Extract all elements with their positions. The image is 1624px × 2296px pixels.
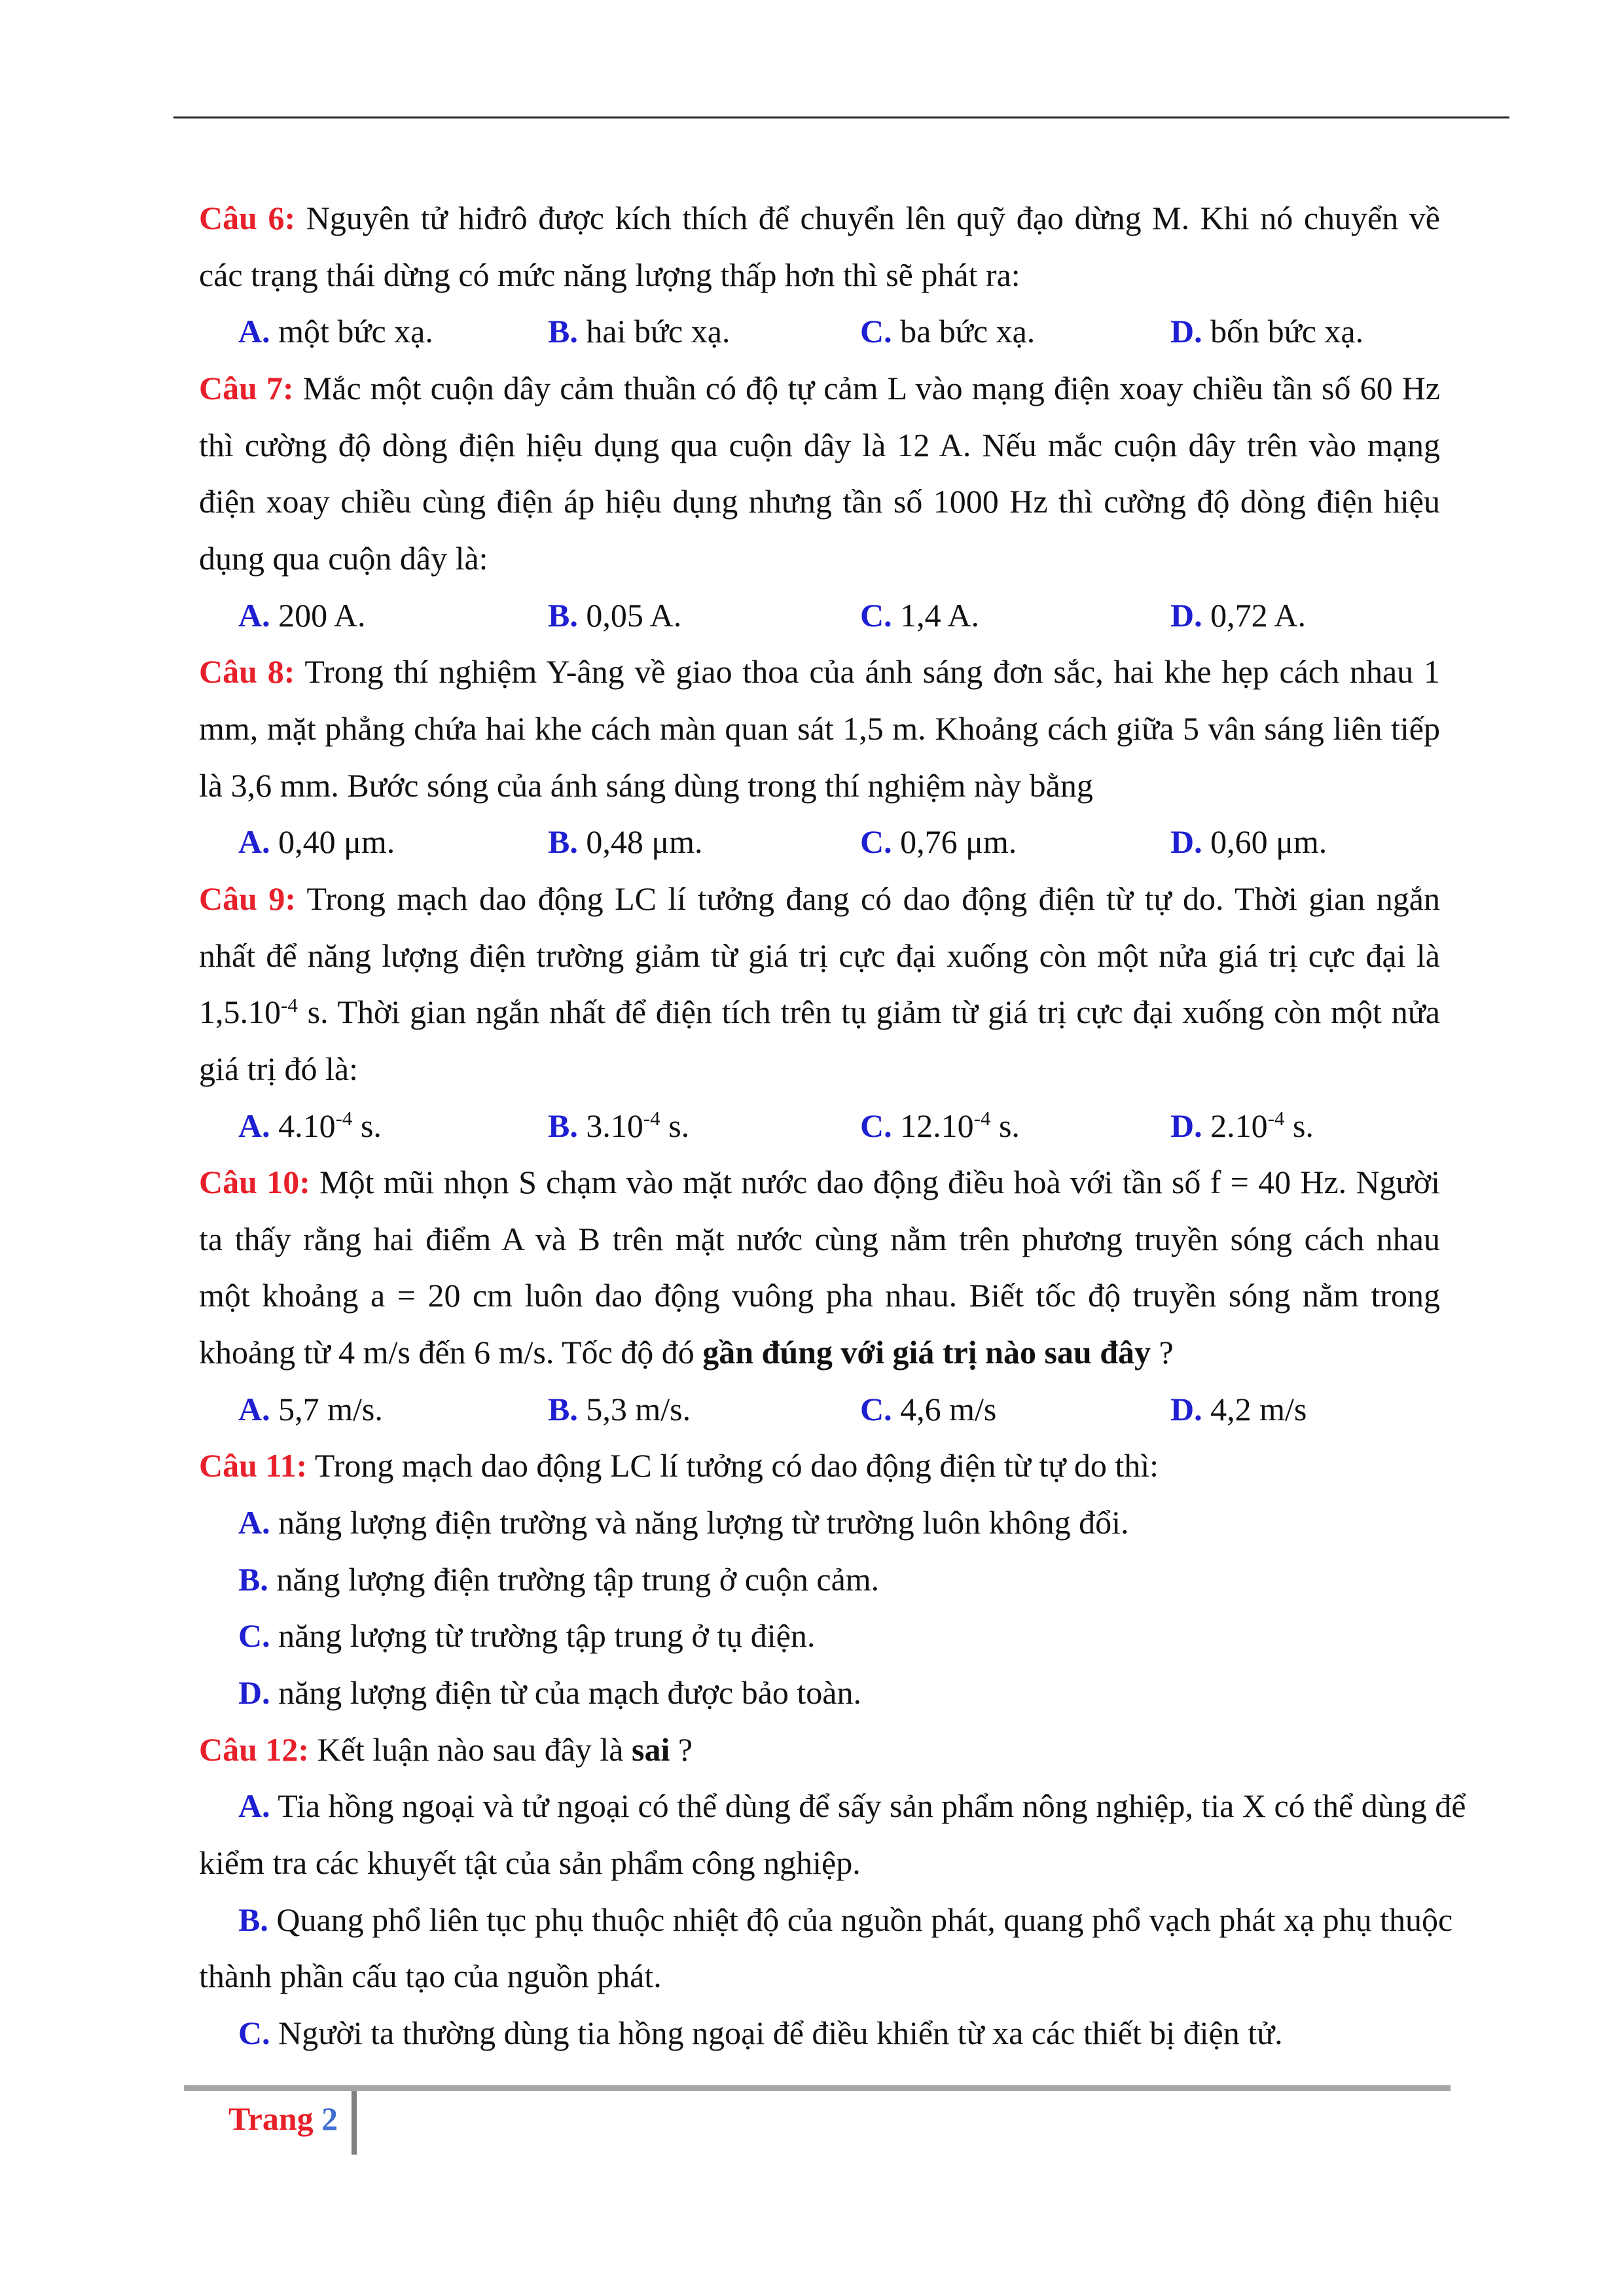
emphasis-text: gần đúng với giá trị nào sau đây [702,1334,1151,1371]
footer-divider [352,2091,357,2155]
question-text: Kết luận nào sau đây là [317,1731,632,1768]
superscript: -4 [643,1107,660,1130]
question-6-line [199,190,1440,247]
option-text: kiểm tra các khuyết tật của sản phẩm công nghiệp. [199,1844,861,1882]
page-number-value: 2 [321,2100,338,2137]
option-text: năng lượng điện trường và năng lượng từ trường luôn không đổi. [278,1504,1129,1541]
question-label: Câu 7: [199,369,294,406]
option-text: năng lượng từ trường tập trung ở tụ điện. [278,1617,816,1655]
question-list [199,190,1466,2062]
question-6-options [199,303,1440,360]
question-text: giá trị đó là: [199,1050,358,1087]
option-letter: D. [238,1674,270,1712]
question-text: khoảng từ 4 m/s đến 6 m/s. Tốc độ đó [199,1334,703,1371]
question-text: Trong mạch dao động LC lí tưởng có dao động điện từ tự do thì: [314,1447,1159,1484]
question-text: nhất để năng lượng điện trường giảm từ giá trị cực đại xuống còn một nửa giá trị cực đại là [199,937,1440,974]
option-text: 2.10 [1210,1107,1268,1144]
option-text: 3.10 [586,1107,643,1144]
option-text: 5,7 m/s. [278,1390,383,1427]
superscript: -4 [281,994,298,1017]
question-label: Câu 11: [199,1447,308,1484]
question-10-line [199,1324,1440,1381]
option-text: 4,6 m/s [900,1390,997,1427]
question-7-line [199,530,1440,587]
option-text: ba bức xạ. [900,313,1036,350]
option-text: hai bức xạ. [586,313,731,350]
option-b [548,303,730,360]
superscript: -4 [973,1107,991,1130]
question-9-line [199,927,1440,984]
option-c [860,1381,996,1438]
question-text: là 3,6 mm. Bước sóng của ánh sáng dùng trong thí nghiệm này bằng [199,766,1093,804]
question-label: Câu 9: [199,880,296,917]
option-b [548,1381,691,1438]
question-label: Câu 6: [199,200,296,236]
option-text: năng lượng điện trường tập trung ở cuộn cảm. [276,1560,880,1598]
option-d [1170,303,1363,360]
option-a [199,1494,1440,1551]
option-letter: C. [238,2015,270,2051]
option-text: Người ta thường dùng tia hồng ngoại để điều khiển từ xa các thiết bị điện tử. [278,2015,1283,2051]
question-8-line [199,643,1440,700]
option-d [1170,1381,1307,1438]
question-8-line [199,757,1440,814]
question-10-options [199,1381,1440,1438]
option-letter: B. [548,313,578,350]
option-text: s. [1284,1107,1314,1144]
option-text: 4,2 m/s [1210,1390,1307,1427]
option-c [860,1098,1020,1155]
option-text: một bức xạ. [278,313,433,350]
option-text: Quang phổ liên tục phụ thuộc nhiệt độ của nguồn phát, quang phổ vạch phát xạ phụ thuộc [276,1901,1453,1938]
option-d [199,1664,1440,1721]
page-number [228,2098,338,2140]
option-c [860,587,979,644]
question-10-line [199,1267,1440,1324]
option-text: 1,4 A. [900,596,979,634]
option-text: thành phần cấu tạo của nguồn phát. [199,1958,662,1995]
question-12-line [199,1721,1440,1778]
option-text: 5,3 m/s. [586,1390,691,1427]
question-text: 1,5.10 [199,994,281,1031]
option-text: Tia hồng ngoại và tử ngoại có thể dùng để sấy sản phẩm nông nghiệp, tia X có thể dùng để [278,1787,1466,1825]
question-10-line [199,1211,1440,1268]
option-c [199,2005,1440,2062]
option-letter: A. [238,596,270,634]
question-9-line [199,1041,1440,1098]
option-a [238,1098,382,1155]
question-text: Trong mạch dao động LC lí tưởng đang có dao động điện từ tự do. Thời gian ngắn [306,880,1440,917]
option-a [238,814,395,870]
option-letter: D. [1170,596,1202,634]
question-7-options [199,587,1440,644]
option-text: s. [352,1107,382,1144]
option-b [548,814,703,870]
option-letter: C. [860,1390,892,1427]
question-text: Mắc một cuộn dây cảm thuần có độ tự cảm L vào mạng điện xoay chiều tần số 60 Hz [302,369,1440,406]
option-letter: C. [860,313,892,350]
option-letter: C. [860,823,892,861]
question-9-options [199,1098,1440,1155]
option-b [548,587,681,644]
option-a [238,1381,383,1438]
option-letter: B. [238,1901,268,1938]
option-letter: D. [1170,1107,1202,1144]
option-text: s. [660,1107,690,1144]
option-text: năng lượng điện từ của mạch được bảo toàn. [278,1674,861,1712]
question-label: Câu 12: [199,1731,310,1768]
option-text: 200 A. [278,596,366,634]
option-letter: C. [238,1617,270,1655]
question-text: dụng qua cuộn dây là: [199,539,488,577]
option-letter: B. [548,596,578,634]
option-letter: A. [238,313,270,350]
option-letter: A. [238,823,270,861]
option-text: bốn bức xạ. [1210,313,1364,350]
option-d [1170,587,1306,644]
option-letter: A. [238,1107,270,1144]
option-text: 0,40 μm. [278,823,395,861]
option-letter: A. [238,1504,270,1541]
option-text: 0,76 μm. [900,823,1017,861]
question-text: ? [1151,1334,1174,1371]
question-6-line [199,247,1440,304]
question-text: Một mũi nhọn S chạm vào mặt nước dao động điều hoà với tần số f = 40 Hz. Người [319,1164,1440,1201]
question-text: thì cường độ dòng điện hiệu dụng qua cuộn dây là 12 A. Nếu mắc cuộn dây trên vào mạng [199,426,1440,463]
footer-rule [184,2085,1451,2091]
option-a [238,303,433,360]
option-text: 0,72 A. [1210,596,1306,634]
option-b [199,1551,1440,1608]
question-text: điện xoay chiều cùng điện áp hiệu dụng nhưng tần số 1000 Hz thì cường độ dòng điện hiệu [199,483,1440,520]
question-7-line [199,473,1440,530]
option-letter: D. [1170,1390,1202,1427]
question-text: ? [670,1731,693,1768]
option-letter: B. [238,1560,268,1598]
question-11-line [199,1437,1440,1494]
question-label: Câu 10: [199,1164,310,1201]
question-text: s. Thời gian ngắn nhất để điện tích trên tụ giảm từ giá trị cực đại xuống còn một nửa [297,994,1440,1031]
question-8-options [199,814,1440,870]
question-text: Nguyên tử hiđrô được kích thích để chuyển lên quỹ đạo dừng M. Khi nó chuyển về [306,200,1440,236]
option-text: 12.10 [900,1107,974,1144]
option-b-continuation [199,1948,1440,2005]
option-letter: A. [238,1390,270,1427]
option-a-continuation [199,1835,1440,1892]
option-letter: C. [860,1107,892,1144]
option-b [199,1892,1453,1948]
question-7-line [199,417,1440,474]
option-text: 0,48 μm. [586,823,703,861]
page-label: Trang [228,2100,314,2137]
option-text: 0,60 μm. [1210,823,1327,861]
header-rule [173,117,1509,118]
option-d [1170,814,1327,870]
option-letter: A. [238,1787,270,1825]
option-letter: B. [548,823,578,861]
option-c [860,814,1017,870]
question-8-line [199,700,1440,757]
option-letter: B. [548,1107,578,1144]
option-c [860,303,1035,360]
question-9-line [199,984,1440,1041]
emphasis-text: sai [631,1731,670,1768]
superscript: -4 [1267,1107,1285,1130]
question-9-line [199,870,1440,927]
option-text: 4.10 [278,1107,336,1144]
question-text: ta thấy rằng hai điểm A và B trên mặt nước cùng nằm trên phương truyền sóng cách nhau [199,1220,1440,1257]
option-d [1170,1098,1314,1155]
option-letter: B. [548,1390,578,1427]
option-b [548,1098,689,1155]
option-a [199,1778,1466,1835]
option-a [238,587,365,644]
option-c [199,1607,1440,1664]
option-text: s. [990,1107,1020,1144]
question-7-line [199,360,1440,417]
option-letter: C. [860,596,892,634]
question-text: Trong thí nghiệm Y-âng về giao thoa của ánh sáng đơn sắc, hai khe hẹp cách nhau 1 [304,653,1440,691]
option-letter: D. [1170,313,1202,350]
question-label: Câu 8: [199,653,295,691]
option-letter: D. [1170,823,1202,861]
question-text: mm, mặt phẳng chứa hai khe cách màn quan sát 1,5 m. Khoảng cách giữa 5 vân sáng liên tiếp [199,709,1440,747]
question-text: các trạng thái dừng có mức năng lượng thấp hơn thì sẽ phát ra: [199,256,1020,293]
question-10-line [199,1154,1440,1211]
option-text: 0,05 A. [586,596,682,634]
question-text: một khoảng a = 20 cm luôn dao động vuông pha nhau. Biết tốc độ truyền sóng nằm trong [199,1277,1440,1314]
superscript: -4 [335,1107,353,1130]
